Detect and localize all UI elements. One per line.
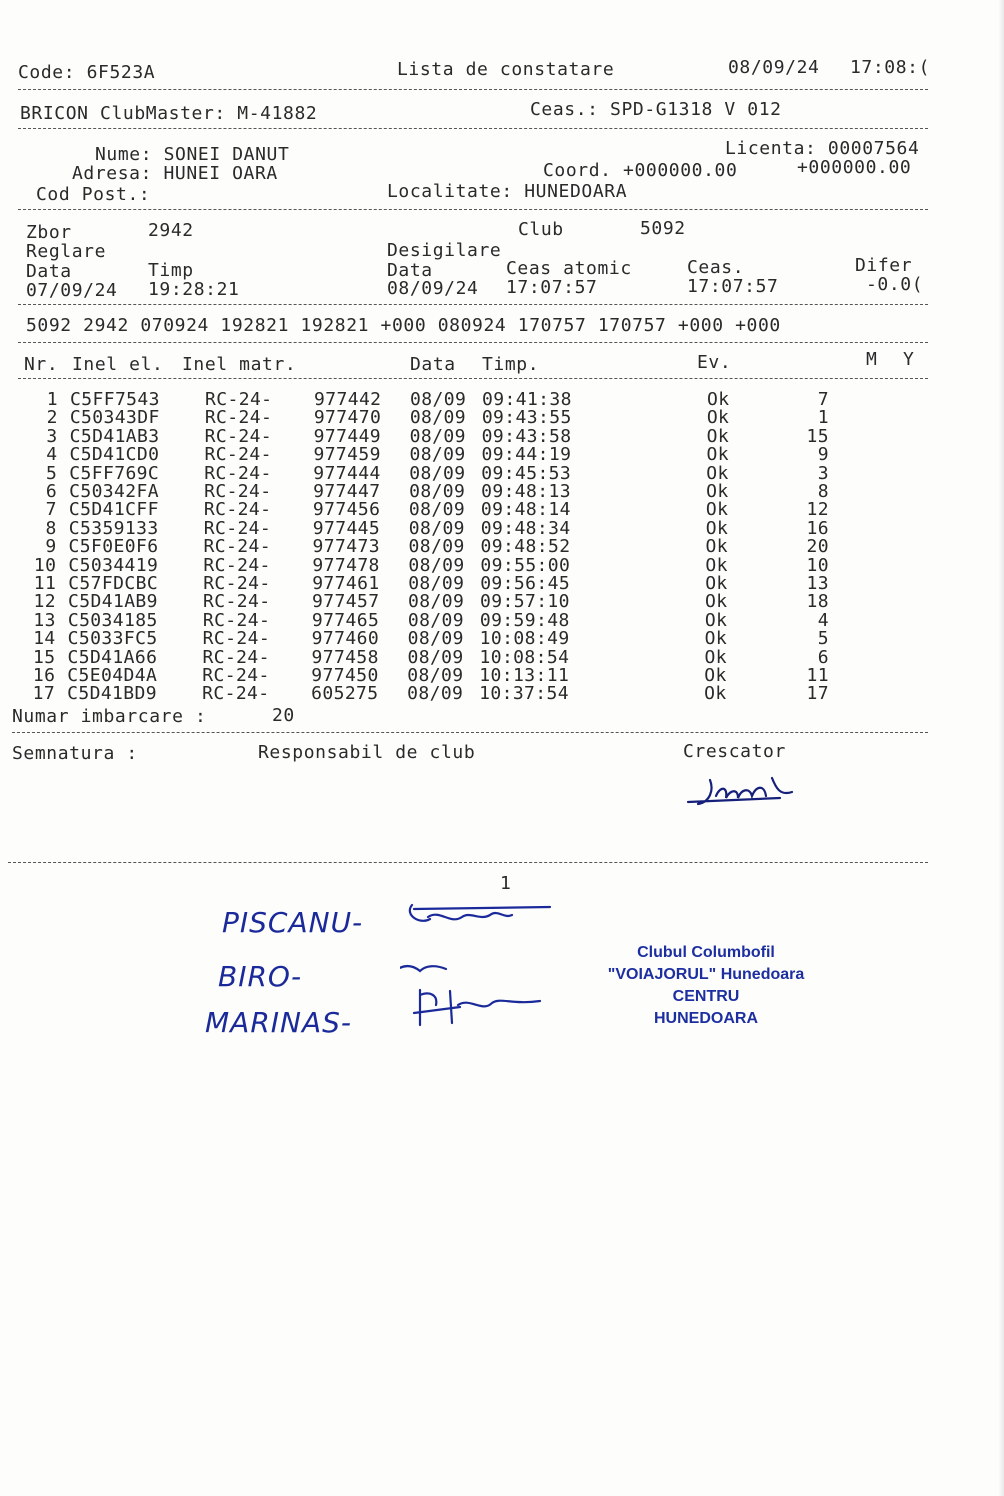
- cell-pre: RC-24-: [202, 628, 271, 650]
- cell-pos: 11: [806, 665, 829, 686]
- table-row: [0, 519, 1004, 538]
- cell-pre: RC-24-: [205, 389, 273, 410]
- cell-pos: 5: [817, 628, 829, 650]
- cell-date: 08/09: [407, 628, 464, 650]
- cell-pos: 15: [806, 425, 829, 447]
- stamp-line-3: CENTRU: [672, 988, 740, 1005]
- cell-nr: 16: [32, 665, 56, 686]
- semnatura-label: Semnatura :: [12, 743, 138, 764]
- cell-pos: 7: [817, 389, 829, 410]
- cell-ev: Ok: [704, 665, 727, 686]
- cell-date: 08/09: [407, 646, 464, 668]
- stamp-line-1: Clubul Columbofil: [637, 944, 775, 961]
- col-data: Data: [410, 354, 456, 375]
- cell-matr: 977458: [311, 646, 379, 668]
- cell-time: 09:55:00: [480, 554, 571, 576]
- table-row: [0, 684, 1004, 703]
- table-row: [0, 464, 1004, 483]
- page-edge: [998, 0, 1004, 1496]
- divider: [18, 128, 928, 129]
- numar-imbarcare-label: Numar imbarcare :: [12, 706, 207, 727]
- cell-date: 08/09: [409, 462, 466, 484]
- cell-pos: 20: [806, 536, 829, 558]
- col-timp: Timp.: [482, 354, 540, 375]
- cell-nr: 8: [45, 517, 57, 539]
- cell-date: 08/09: [407, 665, 464, 686]
- summary-code-line: 5092 2942 070924 192821 192821 +000 080924 170757 170757 +000 +000: [26, 315, 781, 336]
- table-row: [0, 390, 1004, 409]
- cell-nr: 5: [46, 462, 58, 484]
- cell-el: C5034185: [67, 609, 158, 631]
- cell-nr: 11: [33, 573, 57, 594]
- locality-text: Localitate: HUNEDOARA: [387, 181, 628, 202]
- divider: [12, 732, 928, 733]
- cell-matr: 977456: [312, 499, 381, 521]
- cell-ev: Ok: [706, 481, 729, 502]
- cell-nr: 10: [33, 554, 57, 576]
- cell-ev: Ok: [704, 646, 727, 668]
- cell-pos: 4: [817, 609, 829, 631]
- document-title: Lista de constatare: [397, 59, 615, 80]
- coord2-text: +000000.00: [797, 157, 912, 178]
- cell-ev: Ok: [705, 517, 729, 539]
- page-number: 1: [500, 873, 512, 894]
- cell-date: 08/09: [408, 499, 466, 521]
- clubmaster-text: BRICON ClubMaster: M-41882: [20, 103, 318, 124]
- desigilare-label: Desigilare: [387, 240, 502, 261]
- cell-matr: 977473: [312, 536, 380, 558]
- cell-time: 09:48:34: [480, 517, 571, 539]
- cell-ev: Ok: [706, 425, 730, 447]
- cell-el: C5034419: [68, 554, 159, 576]
- cell-date: 08/09: [408, 573, 465, 594]
- responsabil-label: Responsabil de club: [258, 742, 476, 763]
- cell-matr: 977447: [313, 481, 381, 502]
- cell-pre: RC-24-: [202, 683, 270, 705]
- cell-ev: Ok: [705, 573, 728, 594]
- cell-date: 08/09: [407, 609, 465, 631]
- cell-pre: RC-24-: [202, 609, 271, 631]
- cell-matr: 977450: [311, 665, 379, 686]
- cell-el: C5D41A66: [67, 646, 158, 668]
- divider: [8, 862, 928, 863]
- data1-label: Data: [26, 261, 72, 282]
- cell-time: 09:43:55: [481, 407, 572, 429]
- cell-pre: RC-24-: [203, 536, 271, 558]
- cell-time: 09:48:52: [480, 536, 571, 558]
- zbor-label: Zbor: [26, 222, 72, 243]
- cell-matr: 977457: [312, 591, 380, 613]
- col-nr: Nr.: [24, 354, 59, 375]
- table-row: [0, 574, 1004, 593]
- cell-date: 08/09: [408, 554, 465, 576]
- cell-ev: Ok: [706, 462, 729, 484]
- cell-ev: Ok: [706, 407, 730, 429]
- cell-date: 08/09: [409, 481, 466, 502]
- table-row: [0, 592, 1004, 611]
- data2-value: 08/09/24: [387, 278, 479, 299]
- divider: [18, 304, 928, 305]
- table-row: [0, 408, 1004, 427]
- cell-pre: RC-24-: [203, 499, 272, 521]
- cell-ev: Ok: [705, 536, 729, 558]
- cell-pos: 12: [806, 499, 829, 521]
- cell-matr: 977460: [311, 628, 380, 650]
- cell-pos: 10: [806, 554, 829, 576]
- cell-el: C5F0E0F6: [68, 536, 159, 558]
- cell-nr: 2: [46, 407, 58, 429]
- cell-el: C5D41AB3: [69, 425, 160, 447]
- table-row: [0, 666, 1004, 685]
- crescator-label: Crescator: [683, 741, 786, 762]
- cell-time: 09:57:10: [480, 591, 570, 613]
- cell-el: C5033FC5: [67, 628, 158, 650]
- cell-time: 09:43:58: [481, 425, 572, 447]
- col-inel-matr: Inel matr.: [182, 354, 297, 375]
- cell-el: C57FDCBC: [68, 573, 159, 594]
- cell-el: C5D41AB9: [68, 591, 158, 613]
- handwritten-name-1: PISCANU-: [222, 906, 364, 939]
- ceas-atomic-label: Ceas atomic: [506, 258, 632, 279]
- cell-pre: RC-24-: [203, 517, 272, 539]
- data1-value: 07/09/24: [26, 280, 118, 301]
- cell-time: 10:13:11: [479, 665, 570, 686]
- cell-el: C5E04D4A: [67, 665, 158, 686]
- stamp-line-4: HUNEDOARA: [654, 1010, 758, 1027]
- ceas-value: 17:07:57: [687, 276, 779, 297]
- difer-label: Difer: [855, 255, 913, 276]
- cell-el: C5359133: [68, 517, 159, 539]
- cell-matr: 977461: [312, 573, 380, 594]
- cell-pre: RC-24-: [202, 665, 270, 686]
- cell-matr: 977445: [312, 517, 381, 539]
- cell-pre: RC-24-: [204, 481, 272, 502]
- cell-date: 08/09: [408, 517, 465, 539]
- cell-date: 08/09: [407, 683, 464, 705]
- cell-date: 08/09: [409, 444, 466, 466]
- cell-pre: RC-24-: [204, 462, 272, 484]
- col-inel-el: Inel el.: [72, 354, 164, 375]
- cell-ev: Ok: [704, 683, 727, 705]
- ceas-atomic-value: 17:07:57: [506, 277, 598, 298]
- table-row: [0, 537, 1004, 556]
- cell-ev: Ok: [705, 499, 729, 521]
- club-value: 5092: [640, 218, 686, 239]
- cell-date: 08/09: [410, 389, 467, 410]
- cell-time: 09:48:14: [480, 499, 571, 521]
- divider: [18, 89, 928, 90]
- timp1-value: 19:28:21: [148, 279, 240, 300]
- cell-pos: 8: [817, 481, 829, 502]
- cell-nr: 14: [33, 628, 56, 650]
- cell-time: 10:08:54: [479, 646, 570, 668]
- cell-time: 10:37:54: [479, 683, 570, 705]
- cell-time: 09:48:13: [481, 481, 571, 502]
- cell-time: 10:08:49: [479, 628, 570, 650]
- print-date: 08/09/24: [728, 57, 820, 78]
- owner-name: Nume: SONEI DANUT: [95, 144, 290, 165]
- cell-date: 08/09: [409, 407, 466, 429]
- cell-nr: 9: [45, 536, 57, 558]
- zbor-value: 2942: [148, 220, 194, 241]
- cell-ev: Ok: [707, 389, 730, 410]
- cell-el: C5D41CD0: [69, 444, 160, 466]
- handwritten-signatures: [400, 895, 560, 1040]
- reglare-label: Reglare: [26, 241, 107, 262]
- cell-time: 09:45:53: [481, 462, 572, 484]
- owner-address: Adresa: HUNEI OARA: [72, 163, 278, 184]
- table-row: [0, 556, 1004, 575]
- table-row: [0, 445, 1004, 464]
- cell-ev: Ok: [705, 554, 728, 576]
- club-label: Club: [518, 219, 564, 240]
- cell-nr: 17: [32, 683, 56, 705]
- club-stamp: [566, 942, 846, 1030]
- cell-pre: RC-24-: [202, 646, 270, 668]
- cell-el: C5FF769C: [69, 462, 160, 484]
- numar-imbarcare-value: 20: [272, 705, 295, 726]
- cell-el: C50342FA: [69, 481, 159, 502]
- cell-matr: 977442: [314, 389, 382, 410]
- cell-pre: RC-24-: [204, 444, 272, 466]
- cell-el: C50343DF: [69, 407, 160, 429]
- cell-pos: 17: [806, 683, 829, 705]
- cell-el: C5FF7543: [70, 389, 160, 410]
- stamp-line-2: "VOIAJORUL" Hunedoara: [607, 966, 805, 983]
- cell-pre: RC-24-: [203, 591, 271, 613]
- cell-pos: 9: [817, 444, 829, 466]
- cell-pos: 16: [806, 517, 829, 539]
- handwritten-name-3: MARINAS-: [205, 1006, 353, 1039]
- cell-pos: 18: [806, 591, 829, 613]
- cell-ev: Ok: [704, 628, 728, 650]
- timp-label: Timp: [148, 260, 194, 281]
- cell-nr: 6: [45, 481, 58, 502]
- cell-pre: RC-24-: [203, 573, 271, 594]
- divider: [18, 209, 928, 210]
- cell-matr: 977478: [312, 554, 380, 576]
- cell-pre: RC-24-: [203, 554, 271, 576]
- cell-nr: 15: [33, 646, 56, 668]
- cell-matr: 977459: [313, 444, 381, 466]
- table-row: [0, 629, 1004, 648]
- cell-nr: 12: [33, 591, 57, 613]
- cell-date: 08/09: [408, 536, 465, 558]
- cell-pos: 1: [817, 407, 829, 429]
- ceas-text: Ceas.: SPD-G1318 V 012: [530, 99, 782, 120]
- postal-code-label: Cod Post.:: [36, 184, 151, 205]
- coord-text: Coord. +000000.00: [543, 160, 738, 181]
- cell-date: 08/09: [408, 591, 465, 613]
- cell-nr: 3: [46, 425, 58, 447]
- cell-el: C5D41BD9: [67, 683, 158, 705]
- cell-nr: 4: [46, 444, 58, 466]
- cell-matr: 977444: [313, 462, 381, 484]
- print-time: 17:08:(: [850, 57, 931, 78]
- cell-nr: 7: [45, 499, 57, 521]
- col-ev: Ev.: [697, 352, 732, 373]
- cell-date: 08/09: [409, 425, 466, 447]
- col-y: Y: [903, 349, 915, 370]
- cell-pos: 3: [817, 462, 829, 484]
- cell-el: C5D41CFF: [68, 499, 159, 521]
- cell-pos: 6: [817, 646, 829, 668]
- ceas-label: Ceas.: [687, 257, 745, 278]
- col-m: M: [866, 349, 878, 370]
- table-row: [0, 427, 1004, 446]
- cell-matr: 605275: [311, 683, 379, 705]
- handwritten-name-2: BIRO-: [218, 960, 303, 993]
- cell-matr: 977449: [313, 425, 382, 447]
- cell-pre: RC-24-: [204, 407, 273, 429]
- cell-nr: 1: [46, 389, 58, 410]
- cell-time: 09:44:19: [481, 444, 572, 466]
- table-row: [0, 611, 1004, 630]
- difer-value: -0.0(: [866, 274, 924, 295]
- cell-ev: Ok: [705, 591, 728, 613]
- cell-pos: 13: [806, 573, 829, 594]
- cell-matr: 977470: [313, 407, 382, 429]
- cell-time: 09:56:45: [480, 573, 571, 594]
- crescator-signature: [680, 768, 800, 818]
- data2-label: Data: [387, 260, 433, 281]
- divider: [18, 342, 928, 343]
- cell-ev: Ok: [704, 609, 728, 631]
- cell-time: 09:41:38: [482, 389, 572, 410]
- licence-text: Licenta: 00007564: [725, 138, 920, 159]
- divider: [18, 378, 928, 379]
- table-row: [0, 500, 1004, 519]
- cell-time: 09:59:48: [479, 609, 570, 631]
- cell-ev: Ok: [706, 444, 729, 466]
- table-row: [0, 648, 1004, 667]
- cell-nr: 13: [33, 609, 56, 631]
- cell-matr: 977465: [311, 609, 380, 631]
- table-row: [0, 482, 1004, 501]
- cell-pre: RC-24-: [204, 425, 273, 447]
- code-text: Code: 6F523A: [18, 62, 156, 83]
